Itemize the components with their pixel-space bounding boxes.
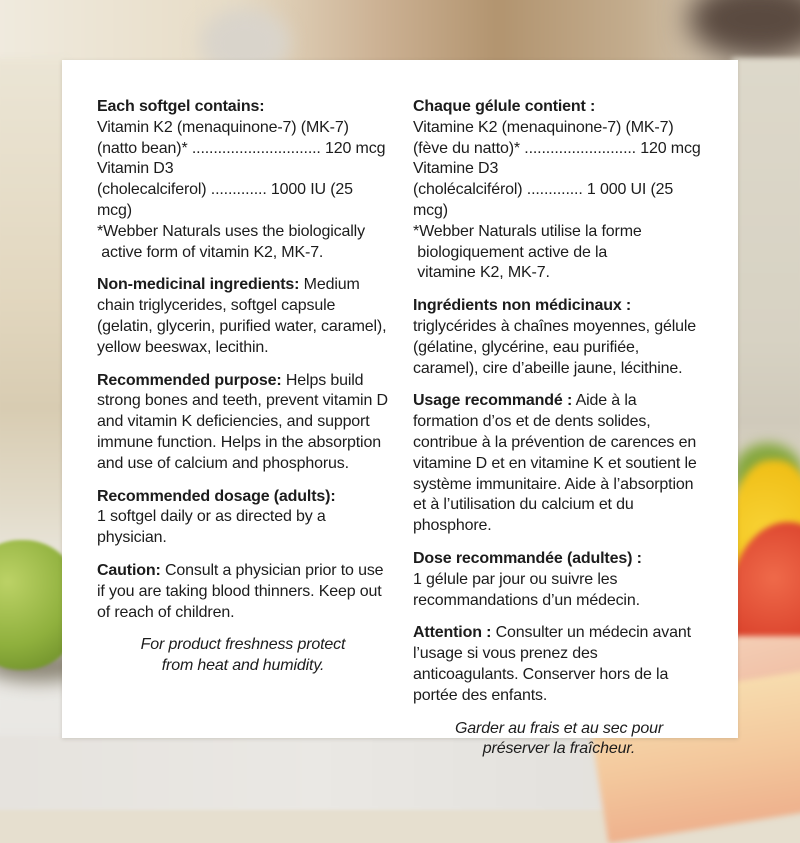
supplement-label-panel (62, 60, 738, 758)
caution-section: Caution: Consult a physician prior to use if you are taking blood thinners. Keep out of reach of children. (97, 561, 388, 621)
each-softgel-contains-heading: Each softgel contains: (97, 98, 265, 115)
ingredients-non-medicinaux-section: Ingrédients non médicinaux : triglycérides à chaînes moyennes, gélule (gélatine, glycérine, eau purifiée, caramel), cire d’abeille jaune, lécithine. (413, 297, 701, 377)
dose-recommandee-section: Dose recommandée (adultes) : 1 gélule par jour ou suivre les recommandations d’un médecin. (413, 549, 642, 609)
recommended-dosage-section: Recommended dosage (adults): 1 softgel daily or as directed by a physician. (97, 487, 336, 547)
each-softgel-contains-section: Each softgel contains: Vitamin K2 (menaquinone-7) (MK-7) (natto bean)* .............................. 120 mcg Vitamin D3 (cholecalciferol) ............. 1000 IU (25 mcg) *Webber Naturals uses the biologically active form of vitamin K2, MK-7. (97, 98, 386, 261)
label-column-french (413, 97, 705, 758)
recommended-purpose-section: Recommended purpose: Helps build strong bones and teeth, prevent vitamin D and vitamin K deficiencies, and support immune function. Helps in the absorption and use of calcium and phosphorus. (97, 371, 393, 472)
dose-recommandee-heading: Dose recommandée (adultes) : (413, 549, 642, 567)
recommended-dosage-heading: Recommended dosage (adults): (97, 487, 336, 505)
usage-recommande-section: Usage recommandé : Aide à la formation d’os et de dents solides, contribue à la prévention de carences en vitamine D et en vitamine K et soutient le système immunitaire. Aide à l’absorption et à l’utilisation du calcium et du phosphore. (413, 392, 701, 535)
attention-heading: Attention : (413, 624, 492, 642)
non-medicinal-ingredients-section: Non-medicinal ingredients: Medium chain triglycerides, softgel capsule (gelatin, glycerin, purified water, caramel), yellow beeswax, lecithin. (97, 276, 391, 356)
chaque-gelule-contient-heading: Chaque gélule contient : (413, 98, 596, 115)
freshness-note-section: For product freshness protect from heat and humidity. (140, 636, 346, 675)
non-medicinal-ingredients-heading: Non-medicinal ingredients: (97, 276, 300, 294)
recommended-purpose-heading: Recommended purpose: (97, 371, 282, 389)
note-fraicheur-section: Garder au frais et au sec pour préserver la fraîcheur. (454, 719, 664, 758)
usage-recommande-heading: Usage recommandé : (413, 392, 573, 410)
chaque-gelule-contient-section: Chaque gélule contient : Vitamine K2 (menaquinone-7) (MK-7) (fève du natto)* .......................... 120 mcg Vitamine D3 (cholécalciférol) ............. 1 000 UI (25 mcg) *Webber Naturals utilise la forme biologiquement active de la vitamine K2, MK-7. (413, 98, 701, 282)
attention-section: Attention : Consulter un médecin avant l’usage si vous prenez des anticoagulants. Conserver hors de la portée des enfants. (413, 624, 696, 704)
ingredients-non-medicinaux-heading: Ingrédients non médicinaux : (413, 297, 632, 315)
caution-heading: Caution: (97, 561, 161, 579)
label-column-english (97, 97, 393, 708)
